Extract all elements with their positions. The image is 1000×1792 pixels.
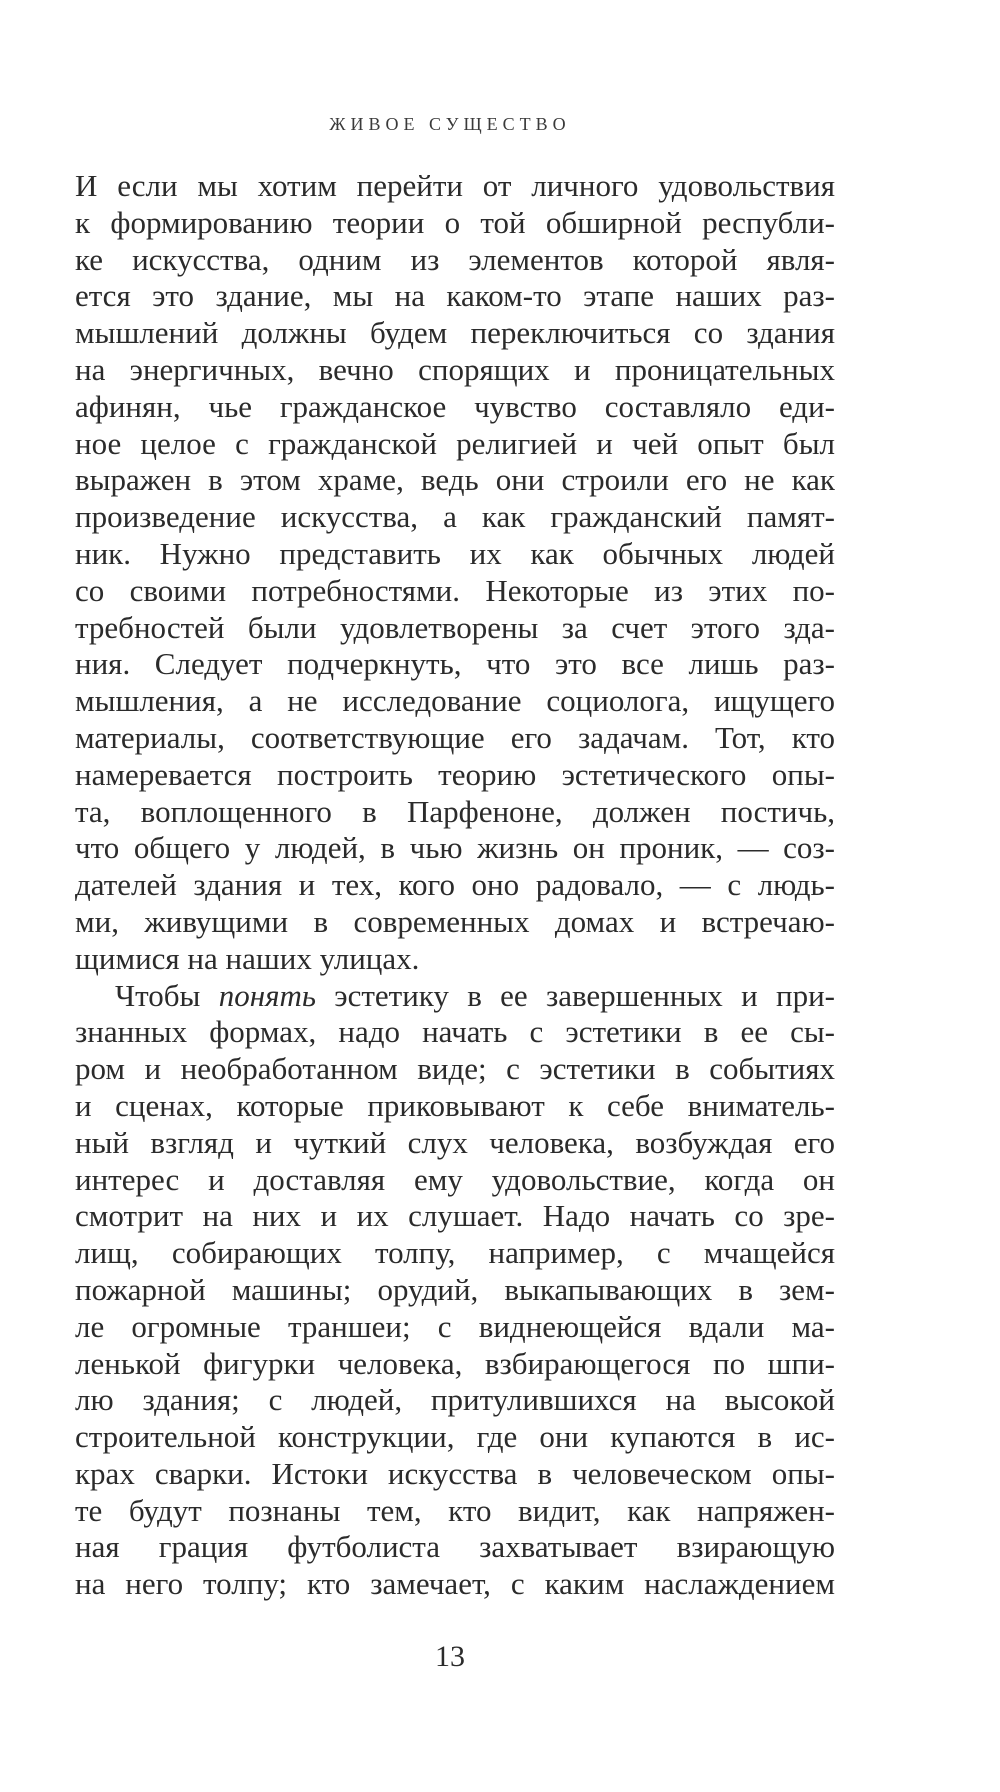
text-line: ленькой фигурки человека, взбирающегося по шпи-	[75, 1345, 835, 1381]
text-line: и сценах, которые приковывают к себе вниматель-	[75, 1087, 835, 1123]
text-line: требностей были удовлетворены за счет этого зда-	[75, 609, 835, 645]
paragraph-1	[75, 168, 835, 978]
text-line: ле огромные траншеи; с виднеющейся вдали ма-	[75, 1308, 835, 1344]
text-line: ется это здание, мы на каком-то этапе наших раз-	[75, 278, 835, 314]
text-line: ния. Следует подчеркнуть, что это все лишь раз-	[75, 646, 835, 682]
text-line: лю здания; с людей, притулившихся на высокой	[75, 1382, 835, 1418]
body-text	[75, 168, 835, 1603]
text-line: афинян, чье гражданское чувство составляло еди-	[75, 388, 835, 424]
text-line: лищ, собирающих толпу, например, с мчащейся	[75, 1235, 835, 1271]
text-line: ник. Нужно представить их как обычных людей	[75, 535, 835, 571]
text-line: ми, живущими в современных домах и встречаю-	[75, 903, 835, 939]
text-line: пожарной машины; орудий, выкапывающих в зем-	[75, 1271, 835, 1307]
text-line: материалы, соответствующие его задачам. Тот, кто	[75, 719, 835, 755]
text-line: те будут познаны тем, кто видит, как напряжен-	[75, 1492, 835, 1528]
text-line: произведение искусства, а как гражданский памят-	[75, 499, 835, 535]
text-line: интерес и доставляя ему удовольствие, когда он	[75, 1161, 835, 1197]
line-text: Чтобы	[115, 977, 219, 1013]
line-text: эстетику в ее завершенных и при-	[315, 977, 835, 1013]
paragraph-first-line	[75, 978, 835, 1015]
text-line: И если мы хотим перейти от личного удовольствия	[75, 168, 835, 203]
paragraph-2	[75, 978, 835, 1604]
text-line: со своими потребностями. Некоторые из этих по-	[75, 572, 835, 608]
text-line: смотрит на них и их слушает. Надо начать со зре-	[75, 1198, 835, 1234]
text-line: ке искусства, одним из элементов которой явля-	[75, 241, 835, 277]
text-line: мышлений должны будем переключиться со здания	[75, 315, 835, 351]
text-line: ная грация футболиста захватывает взирающую	[75, 1529, 835, 1565]
text-line: та, воплощенного в Парфеноне, должен постичь,	[75, 793, 835, 829]
text-line: к формированию теории о той обширной республи-	[75, 204, 835, 240]
text-line: крах сварки. Истоки искусства в человеческом опы-	[75, 1455, 835, 1491]
text-line: что общего у людей, в чью жизнь он проник, — соз-	[75, 830, 835, 866]
text-line: ное целое с гражданской религией и чей опыт был	[75, 425, 835, 461]
text-line: на него толпу; кто замечает, с каким наслаждением	[75, 1566, 835, 1602]
text-line: щимися на наших улицах.	[75, 940, 420, 976]
running-head: ЖИВОЕ СУЩЕСТВО	[329, 114, 571, 134]
text-line: ром и необработанном виде; с эстетики в событиях	[75, 1051, 835, 1087]
text-line: строительной конструкции, где они купаются в ис-	[75, 1419, 835, 1455]
emphasized-word: понять	[218, 977, 316, 1013]
text-line: мышления, а не исследование социолога, ищущего	[75, 683, 835, 719]
text-line: дателей здания и тех, кого оно радовало, — с людь-	[75, 867, 835, 903]
text-line: ный взгляд и чуткий слух человека, возбуждая его	[75, 1124, 835, 1160]
text-line: на энергичных, вечно спорящих и проницательных	[75, 351, 835, 387]
page-number: 13	[435, 1640, 465, 1673]
text-line: знанных формах, надо начать с эстетики в ее сы-	[75, 1014, 835, 1050]
text-line: выражен в этом храме, ведь они строили его не как	[75, 462, 835, 498]
text-line: намеревается построить теорию эстетического опы-	[75, 756, 835, 792]
